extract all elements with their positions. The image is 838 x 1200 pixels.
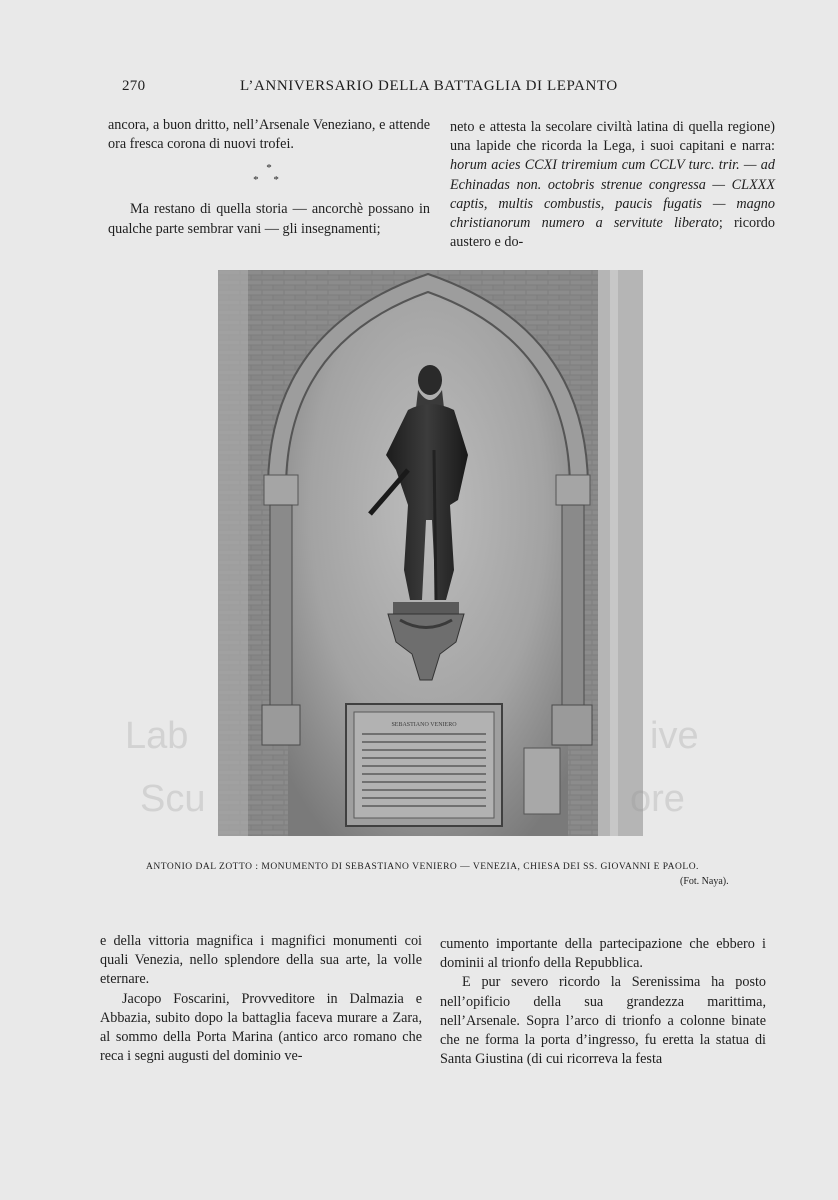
monument-photograph [218,270,643,836]
monument-photo-svg [218,270,643,836]
asterism-bottom: * * [253,174,285,187]
latin-inscription-quote: horum acies CCXI triremium cum CCLV turc. trir. — ad Echinadas non. octobris strenue congressa — CLXXX captis, multis combustis, paucis fugatis — magno christianorum numero a servitute liberato [450,157,775,232]
right-pilaster [598,270,643,836]
bottom-right-column [440,935,766,1069]
watermark-text: ive [650,715,699,757]
watermark-text: Scu [140,778,206,820]
text-run: neto e attesta la secolare civiltà latina di quella regione) una lapide che ricorda la Lega, i suoi capitani e narra: [450,119,775,155]
paragraph [450,118,775,252]
plaque-heading: SEBASTIANO VENIERO [391,722,457,728]
running-title: L’ANNIVERSARIO DELLA BATTAGLIA DI LEPANTO [240,78,618,94]
running-header [0,78,838,98]
bottom-left-column [100,932,422,1066]
asterism-top: * [266,162,272,175]
photo-credit: (Fot. Naya). [680,876,729,887]
watermark-text: ore [630,778,685,820]
top-left-column [108,116,430,239]
paragraph: e della vittoria magnifica i magnifici monumenti coi quali Venezia, nello splendore della sua arte, la volle eternare. [100,933,422,988]
inscription-plaque [346,704,502,826]
page-number: 270 [122,78,146,94]
paragraph: Ma restano di quella storia — ancorchè possano in qualche parte sembrar vani — gli insegnamenti; [108,201,430,237]
figure-caption: ANTONIO DAL ZOTTO : MONUMENTO DI SEBASTIANO VENIERO — VENEZIA, CHIESA DEI SS. GIOVANNI E PAOLO. [146,862,699,872]
asterism-divider [108,162,430,186]
text-run: ; ricordo austero e do- [450,215,775,251]
paragraph: cumento importante della partecipazione che ebbero i dominii al trionfo della Repubblica. [440,936,766,972]
top-right-column [450,118,775,252]
paragraph: E pur severo ricordo la Serenissima ha posto nell’opificio della sua grandezza marittima, nell’Arsenale. Sopra l’arco di trionfo a colonne binate che ne forma la porta d’ingresso, fu eretta la statua di Santa Giustina (di cui ricorreva la festa [440,974,766,1068]
watermark-text: Lab [125,715,189,757]
paragraph: Jacopo Foscarini, Provveditore in Dalmazia e Abbazia, subito dopo la battaglia faceva murare a Zara, al sommo della Porta Marina (antico arco romano che reca i segni augusti del dominio ve- [100,990,422,1065]
paragraph: ancora, a buon dritto, nell’Arsenale Veneziano, e attende ora fresca corona di nuovi trofei. [108,117,430,153]
